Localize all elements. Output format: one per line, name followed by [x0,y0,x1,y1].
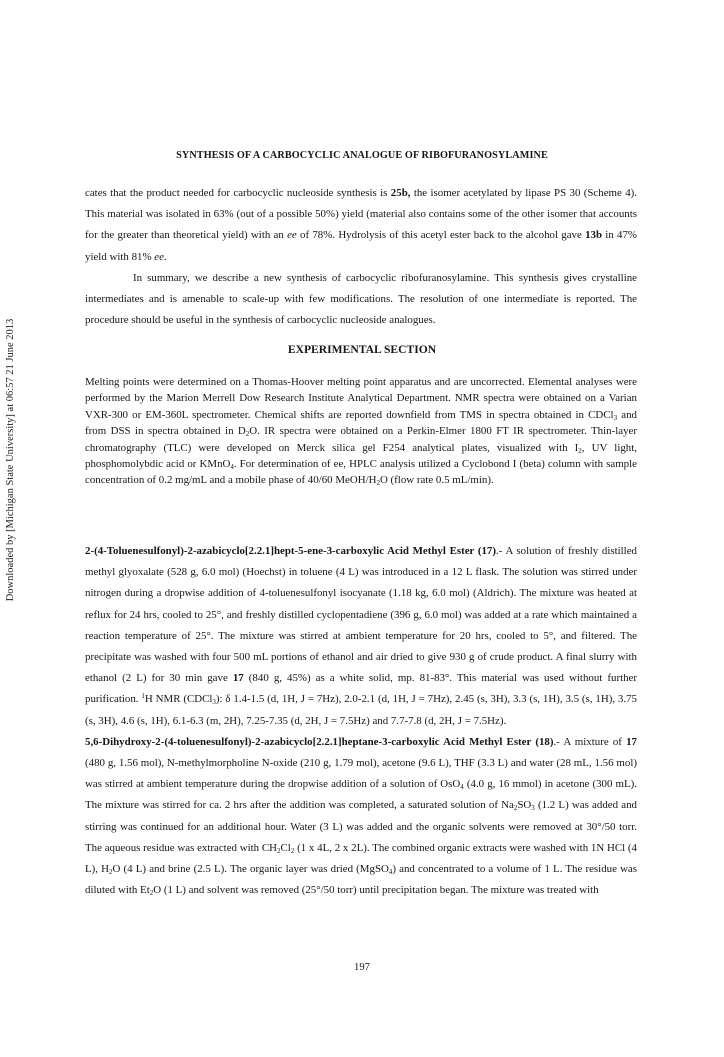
compound-title: 2-(4-Toluenesulfonyl)-2-azabicyclo[2.2.1]hept-5-ene-3-carboxylic Acid Methyl Ester (17) [85,545,497,557]
running-head: SYNTHESIS OF A CARBOCYCLIC ANALOGUE OF RIBOFURANOSYLAMINE [176,150,548,161]
page-number: 197 [354,962,370,973]
compound-ref: 25b, [390,187,411,199]
procedures-text [85,541,637,901]
italic-term: ee [154,250,164,263]
paragraph-compound-18: 5,6-Dihydroxy-2-(4-toluenesulfonyl)-2-azabicyclo[2.2.1]heptane-3-carboxylic Acid Methyl Ester (18).- A mixture of 17 (480 g, 1.56 mol), N-methylmorpholine N-oxide (210 g, 1.79 mol), acetone (9.6 L), THF (3.3 L) and water (28 mL, 1.56 mol) was stirred at ambient temperature during the dropwise addition of a solution of OsO$_4$ (4.0 g, 16 mmol) in acetone (300 mL). The mixture was stirred for ca. 2 hrs after the addition was completed, a saturated solution of $Na_2SO_3$ (1.2 L) was added and stirring was continued for an additional hour. Water (3 L) was added and the organic solvents were removed at 30°/50 torr. The aqueous residue was extracted with $CH_2Cl_2$ (1 x 4L, 2 x 2L). The combined organic extracts were washed with 1N HCl (4 L), $H_2O$ (4 L) and brine (2.5 L). The organic layer was dried (MgSO$_4$) and concentrated to a volume of 1 L. The residue was diluted with $Et_2O$ (1 L) and solvent was removed (25°/50 torr) until precipitation began. The mixture was treated with [85,735,638,898]
results-text [85,183,637,331]
italic-term: ee [287,229,297,242]
compound-ref: 17 [626,735,637,748]
paragraph-summary: In summary, we describe a new synthesis of carbocyclic ribofuranosylamine. This synthesis gives crystalline intermediates and is amenable to scale-up with few modifications. The resolution of one intermediate is reported. The procedure should be useful in the synthesis of carbocyclic nucleoside analogues. [85,271,637,327]
download-watermark-text: Downloaded by [Michigan State University] at 06:57 21 June 2013 [5,318,16,602]
compound-title: 5,6-Dihydroxy-2-(4-toluenesulfonyl)-2-azabicyclo[2.2.1]heptane-3-carboxylic Acid Methyl Ester (18) [85,735,554,748]
download-watermark [4,230,18,690]
paragraph-compound-17: 2-(4-Toluenesulfonyl)-2-azabicyclo[2.2.1]hept-5-ene-3-carboxylic Acid Methyl Ester (17).- A solution of freshly distilled methyl glyoxalate (528 g, 6.0 mol) (Hoechst) in toluene (4 L) was introduced in a 12 L flask. The solution was stirred under nitrogen during a dropwise addition of 4-toluenesulfonyl isocyanate (1.18 kg, 6.0 mol) (Aldrich). The mixture was heated at reflux for 24 hrs, cooled to 25°, and freshly distilled cyclopentadiene (396 g, 6.0 mol) was added at a rate which maintained a reaction temperature of 25°. The mixture was stirred at ambient temperature for 20 hrs, cooled to 5°, and filtered. The precipitate was washed with four 500 mL portions of ethanol and air dried to give 930 g of crude product. A final slurry with ethanol (2 L) for 30 min gave 17 (840 g, 45%) as a white solid, mp. 81-83°. This material was used without further purification. $^1$H NMR (CDCl$_3$): δ 1.4-1.5 (d, 1H, J = 7Hz), 2.0-2.1 (d, 1H, J = 7Hz), 2.45 (s, 3H), 3.3 (s, 1H), 3.5 (s, 1H), 3.75 (s, 3H), 4.6 (s, 1H), 6.1-6.3 (m, 2H), 7.25-7.35 (d, 2H, J = 7.5Hz) and 7.7-7.8 (d, 2H, J = 7.5Hz). [85,545,637,727]
compound-ref: 13b [585,229,603,242]
compound-ref: 17 [232,672,244,685]
paragraph-results: cates that the product needed for carbocyclic nucleoside synthesis is 25b, the isomer acetylated by lipase PS 30 (Scheme 4). This material was isolated in 63% (out of a possible 50%) yield (material also contains some of the other isomer that accounts for the greater than theoretical yield) with an ee of 78%. Hydrolysis of this acetyl ester back to the alcohol gave 13b in 47% yield with 81% ee. [85,187,638,263]
section-heading: EXPERIMENTAL SECTION [287,343,437,356]
paragraph-general-methods: Melting points were determined on a Thomas-Hoover melting point apparatus and are uncorrected. Elemental analyses were performed by the Marion Merrell Dow Research Institute Analytical Department. NMR spectra were obtained on a Varian VXR-300 or EM-360L spectrometer. Chemical shifts are reported downfield from TMS in spectra obtained in CDCl$_3$ and from DSS in spectra obtained in $D_2O$. IR spectra were obtained on a Perkin-Elmer 1800 FT IR spectrometer. Thin-layer chromatography (TLC) were developed on Merck silica gel F254 analytical plates, visualized with $I_2$, UV light, phosphomolybdic acid or KMnO$_4$. For determination of ee, HPLC analysis utilized a Cyclobond I (beta) column with sample concentration of 0.2 mg/mL and a mobile phase of 40/60 MeOH/$H_2O$ (flow rate 0.5 mL/min). [85,376,637,488]
